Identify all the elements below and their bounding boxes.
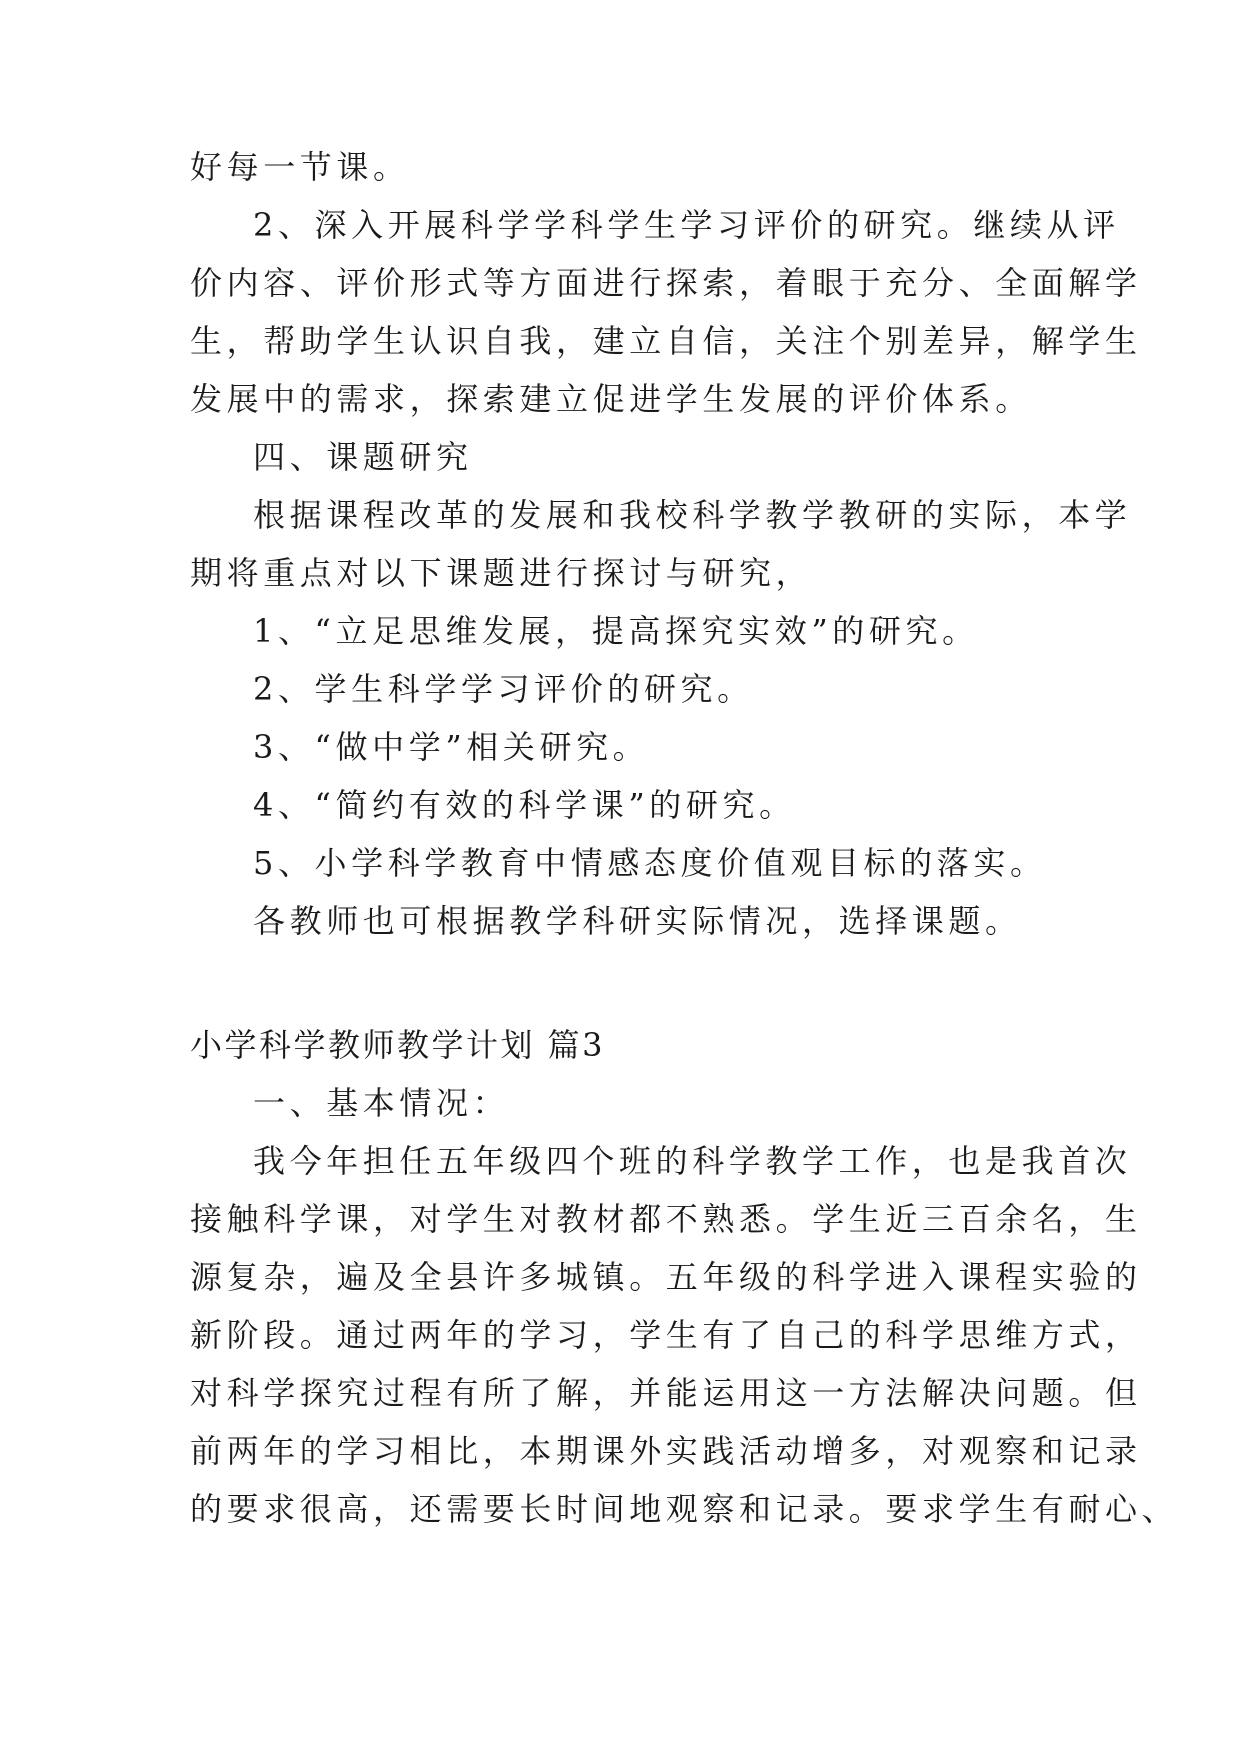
list-item: 1、“立足思维发展，提高探究实效”的研究。 bbox=[253, 612, 979, 650]
paragraph-line: 源复杂，遍及全县许多城镇。五年级的科学进入课程实验的 bbox=[190, 1258, 1142, 1296]
paragraph-line: 我今年担任五年级四个班的科学教学工作，也是我首次 bbox=[253, 1142, 1132, 1180]
paragraph-line: 根据课程改革的发展和我校科学教学教研的实际，本学 bbox=[253, 496, 1132, 534]
list-item: 5、小学科学教育中情感态度价值观目标的落实。 bbox=[253, 844, 1047, 882]
paragraph-line: 接触科学课，对学生对教材都不熟悉。学生近三百余名，生 bbox=[190, 1200, 1142, 1238]
section-heading: 一、基本情况： bbox=[253, 1084, 510, 1122]
article-title: 小学科学教师教学计划 篇3 bbox=[190, 1026, 606, 1064]
paragraph-line: 生，帮助学生认识自我，建立自信，关注个别差异，解学生 bbox=[190, 322, 1142, 360]
paragraph-line: 价内容、评价形式等方面进行探索，着眼于充分、全面解学 bbox=[190, 264, 1142, 302]
paragraph-line: 2、深入开展科学学科学生学习评价的研究。继续从评 bbox=[253, 206, 1120, 244]
paragraph-line: 各教师也可根据教学科研实际情况，选择课题。 bbox=[253, 902, 1022, 940]
list-item: 3、“做中学”相关研究。 bbox=[253, 728, 650, 766]
paragraph-line: 对科学探究过程有所了解，并能运用这一方法解决问题。但 bbox=[190, 1374, 1142, 1412]
list-item: 4、“简约有效的科学课”的研究。 bbox=[253, 786, 796, 824]
paragraph-line: 的要求很高，还需要长时间地观察和记录。要求学生有耐心、 bbox=[190, 1490, 1179, 1528]
list-item: 2、学生科学学习评价的研究。 bbox=[253, 670, 754, 708]
section-heading: 四、课题研究 bbox=[253, 438, 473, 476]
paragraph-line: 好每一节课。 bbox=[190, 148, 410, 186]
paragraph-line: 新阶段。通过两年的学习，学生有了自己的科学思维方式， bbox=[190, 1316, 1142, 1354]
paragraph-line: 期将重点对以下课题进行探讨与研究， bbox=[190, 554, 813, 592]
paragraph-line: 前两年的学习相比，本期课外实践活动增多，对观察和记录 bbox=[190, 1432, 1142, 1470]
paragraph-line: 发展中的需求，探索建立促进学生发展的评价体系。 bbox=[190, 380, 1032, 418]
